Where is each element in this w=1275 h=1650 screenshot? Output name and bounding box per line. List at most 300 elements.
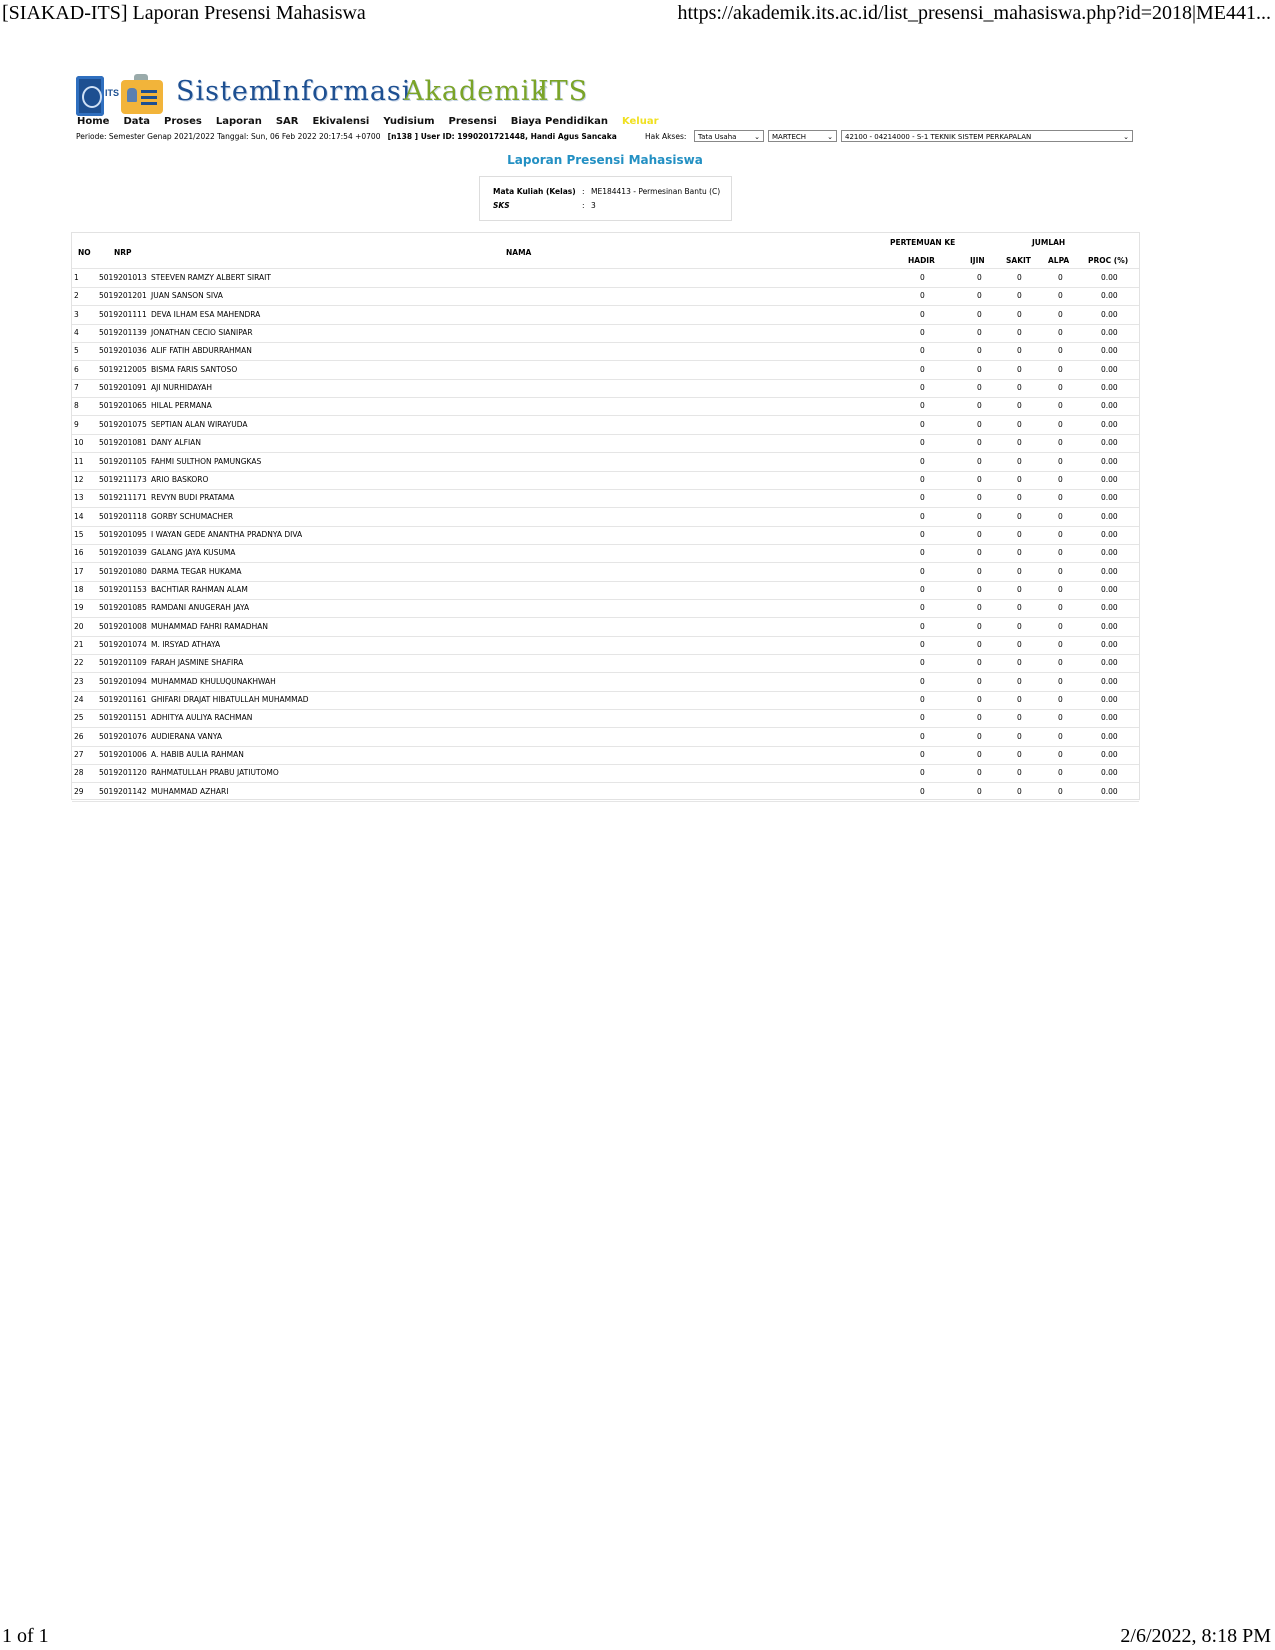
cell-nama: BACHTIAR RAHMAN ALAM — [151, 584, 248, 594]
cell-nrp: 5019201006 — [99, 750, 147, 760]
cell-nrp: 5019212005 — [99, 364, 147, 374]
cell-proc: 0.00 — [1101, 364, 1118, 374]
cell-no: 9 — [74, 419, 79, 429]
cell-alpa: 0 — [1058, 328, 1063, 338]
cell-proc: 0.00 — [1101, 566, 1118, 576]
cell-proc: 0.00 — [1101, 750, 1118, 760]
siakad-logo[interactable] — [76, 74, 616, 118]
cell-alpa: 0 — [1058, 548, 1063, 558]
logo-word-sistem: Sistem — [176, 76, 276, 107]
cell-no: 29 — [74, 786, 84, 796]
cell-hadir: 0 — [920, 474, 925, 484]
table-row — [72, 269, 1139, 287]
cell-alpa: 0 — [1058, 511, 1063, 521]
table-row — [72, 361, 1139, 379]
cell-izin: 0 — [977, 695, 982, 705]
cell-nrp: 5019201013 — [99, 273, 147, 282]
cell-no: 13 — [74, 493, 84, 503]
cell-nrp: 5019201153 — [99, 584, 147, 594]
cell-no: 3 — [74, 309, 79, 319]
cell-proc: 0.00 — [1101, 309, 1118, 319]
cell-alpa: 0 — [1058, 309, 1063, 319]
menu-item-biaya-pendidikan[interactable]: Biaya Pendidikan — [510, 116, 608, 127]
cell-sakit: 0 — [1017, 750, 1022, 760]
logo-word-akademik: Akademik — [404, 76, 548, 107]
cell-no: 16 — [74, 548, 84, 558]
cell-hadir: 0 — [920, 713, 925, 723]
cell-izin: 0 — [977, 548, 982, 558]
cell-sakit: 0 — [1017, 401, 1022, 411]
cell-no: 22 — [74, 658, 84, 668]
cell-nama: BISMA FARIS SANTOSO — [151, 364, 238, 374]
cell-sakit: 0 — [1017, 658, 1022, 668]
print-date: 2/6/2022, 8:18 PM — [1120, 1625, 1271, 1647]
program-value: 42100 - 04214000 - S-1 TEKNIK SISTEM PERKAPALAN — [845, 133, 1032, 141]
cell-proc: 0.00 — [1101, 640, 1118, 649]
unit-select[interactable] — [768, 130, 837, 142]
table-row — [72, 746, 1139, 764]
cell-sakit: 0 — [1017, 511, 1022, 521]
table-row — [72, 764, 1139, 782]
menu-item-data[interactable]: Data — [123, 116, 151, 127]
table-row — [72, 453, 1139, 471]
cell-sakit: 0 — [1017, 713, 1022, 723]
table-row — [72, 324, 1139, 342]
cell-nama: ADHITYA AULIYA RACHMAN — [151, 713, 253, 723]
cell-sakit: 0 — [1017, 529, 1022, 539]
cell-nama: MUHAMMAD KHULUQUNAKHWAH — [151, 676, 276, 686]
cell-sakit: 0 — [1017, 438, 1022, 448]
cell-sakit: 0 — [1017, 273, 1022, 282]
cell-sakit: 0 — [1017, 328, 1022, 338]
menu-item-home[interactable]: Home — [77, 116, 110, 127]
cell-nama: JONATHAN CECIO SIANIPAR — [151, 328, 253, 338]
cell-nama: MUHAMMAD FAHRI RAMADHAN — [151, 621, 268, 631]
cell-proc: 0.00 — [1101, 786, 1118, 796]
cell-izin: 0 — [977, 658, 982, 668]
cell-sakit: 0 — [1017, 309, 1022, 319]
cell-nrp: 5019201085 — [99, 603, 147, 613]
table-row — [72, 654, 1139, 672]
cell-nama: GORBY SCHUMACHER — [151, 511, 234, 521]
header-izin: IJIN — [970, 256, 985, 265]
cell-nama: JUAN SANSON SIVA — [151, 291, 223, 301]
cell-hadir: 0 — [920, 640, 925, 649]
course-value: ME184413 - Permesinan Bantu (C) — [591, 187, 721, 196]
cell-hadir: 0 — [920, 548, 925, 558]
cell-hadir: 0 — [920, 676, 925, 686]
cell-nama: DANY ALFIAN — [151, 438, 201, 448]
id-card-icon — [121, 80, 163, 114]
table-row — [72, 581, 1139, 599]
cell-hadir: 0 — [920, 768, 925, 778]
table-row — [72, 618, 1139, 636]
cell-proc: 0.00 — [1101, 621, 1118, 631]
header-nrp: NRP — [114, 248, 132, 257]
cell-hadir: 0 — [920, 273, 925, 282]
cell-nrp: 5019201095 — [99, 529, 147, 539]
cell-alpa: 0 — [1058, 695, 1063, 705]
cell-nama: DARMA TEGAR HUKAMA — [151, 566, 242, 576]
cell-sakit: 0 — [1017, 603, 1022, 613]
period-info: Periode: Semester Genap 2021/2022 Tanggal: Sun, 06 Feb 2022 20:17:54 +0700 — [76, 132, 381, 141]
cell-sakit: 0 — [1017, 640, 1022, 649]
cell-hadir: 0 — [920, 346, 925, 356]
cell-alpa: 0 — [1058, 291, 1063, 301]
cell-izin: 0 — [977, 383, 982, 393]
cell-no: 17 — [74, 566, 84, 576]
cell-proc: 0.00 — [1101, 383, 1118, 393]
cell-izin: 0 — [977, 273, 982, 282]
cell-hadir: 0 — [920, 658, 925, 668]
cell-nama: A. HABIB AULIA RAHMAN — [151, 750, 244, 760]
cell-nrp: 5019201139 — [99, 328, 147, 338]
cell-no: 18 — [74, 584, 84, 594]
cell-izin: 0 — [977, 676, 982, 686]
cell-nrp: 5019201065 — [99, 401, 147, 411]
cell-izin: 0 — [977, 438, 982, 448]
cell-hadir: 0 — [920, 529, 925, 539]
header-proc: PROC (%) — [1088, 256, 1129, 265]
cell-alpa: 0 — [1058, 640, 1063, 649]
cell-alpa: 0 — [1058, 364, 1063, 374]
cell-nrp: 5019201111 — [99, 309, 147, 319]
cell-nama: FARAH JASMINE SHAFIRA — [151, 658, 244, 668]
menu-item-proses[interactable]: Proses — [164, 116, 202, 127]
table-row — [72, 544, 1139, 562]
menu-item-sar[interactable]: SAR — [275, 116, 299, 127]
cell-nama: SEPTIAN ALAN WIRAYUDA — [151, 419, 248, 429]
cell-hadir: 0 — [920, 328, 925, 338]
cell-sakit: 0 — [1017, 346, 1022, 356]
program-select[interactable] — [841, 130, 1133, 142]
table-row — [72, 526, 1139, 544]
cell-alpa: 0 — [1058, 438, 1063, 448]
cell-izin: 0 — [977, 419, 982, 429]
table-row — [72, 636, 1139, 654]
cell-izin: 0 — [977, 401, 982, 411]
cell-nama: ALIF FATIH ABDURRAHMAN — [151, 346, 252, 356]
cell-alpa: 0 — [1058, 419, 1063, 429]
table-row — [72, 434, 1139, 452]
cell-nama: REVYN BUDI PRATAMA — [151, 493, 235, 503]
menu-item-laporan[interactable]: Laporan — [215, 116, 262, 127]
cell-hadir: 0 — [920, 786, 925, 796]
cell-hadir: 0 — [920, 603, 925, 613]
cell-no: 6 — [74, 364, 79, 374]
cell-sakit: 0 — [1017, 768, 1022, 778]
course-colon: : — [582, 187, 585, 196]
header-pertemuan: PERTEMUAN KE — [890, 238, 956, 247]
table-row — [72, 508, 1139, 526]
cell-hadir: 0 — [920, 511, 925, 521]
cell-nrp: 5019201094 — [99, 676, 147, 686]
table-row — [72, 287, 1139, 305]
cell-izin: 0 — [977, 493, 982, 503]
cell-no: 4 — [74, 328, 79, 338]
header-nama: NAMA — [506, 248, 532, 257]
chevron-down-icon: ⌄ — [1123, 133, 1129, 141]
cell-alpa: 0 — [1058, 713, 1063, 723]
cell-izin: 0 — [977, 364, 982, 374]
cell-proc: 0.00 — [1101, 493, 1118, 503]
logout-link[interactable]: Keluar — [621, 116, 659, 127]
session-info — [76, 132, 617, 141]
cell-izin: 0 — [977, 621, 982, 631]
table-row — [72, 306, 1139, 324]
cell-proc: 0.00 — [1101, 273, 1118, 282]
cell-proc: 0.00 — [1101, 548, 1118, 558]
cell-izin: 0 — [977, 346, 982, 356]
cell-hadir: 0 — [920, 419, 925, 429]
cell-no: 23 — [74, 676, 84, 686]
cell-sakit: 0 — [1017, 676, 1022, 686]
cell-no: 19 — [74, 603, 84, 613]
cell-nama: GHIFARI DRAJAT HIBATULLAH MUHAMMAD — [151, 695, 309, 705]
sks-label: SKS — [493, 201, 510, 210]
cell-alpa: 0 — [1058, 676, 1063, 686]
cell-hadir: 0 — [920, 695, 925, 705]
cell-proc: 0.00 — [1101, 731, 1118, 741]
cell-alpa: 0 — [1058, 273, 1063, 282]
cell-alpa: 0 — [1058, 456, 1063, 466]
cell-hadir: 0 — [920, 438, 925, 448]
cell-alpa: 0 — [1058, 566, 1063, 576]
cell-proc: 0.00 — [1101, 529, 1118, 539]
cell-nrp: 5019201109 — [99, 658, 147, 668]
cell-alpa: 0 — [1058, 383, 1063, 393]
cell-nama: MUHAMMAD AZHARI — [151, 786, 229, 796]
cell-nrp: 5019201074 — [99, 640, 147, 649]
cell-nrp: 5019201076 — [99, 731, 147, 741]
cell-no: 26 — [74, 731, 84, 741]
cell-alpa: 0 — [1058, 584, 1063, 594]
cell-izin: 0 — [977, 456, 982, 466]
cell-izin: 0 — [977, 603, 982, 613]
cell-alpa: 0 — [1058, 401, 1063, 411]
cell-alpa: 0 — [1058, 529, 1063, 539]
cell-proc: 0.00 — [1101, 328, 1118, 338]
cell-izin: 0 — [977, 768, 982, 778]
cell-proc: 0.00 — [1101, 713, 1118, 723]
cell-izin: 0 — [977, 731, 982, 741]
cell-sakit: 0 — [1017, 364, 1022, 374]
cell-hadir: 0 — [920, 566, 925, 576]
cell-sakit: 0 — [1017, 383, 1022, 393]
cell-proc: 0.00 — [1101, 584, 1118, 594]
cell-izin: 0 — [977, 786, 982, 796]
course-label: Mata Kuliah (Kelas) — [493, 187, 576, 196]
menu-item-yudisium[interactable]: Yudisium — [383, 116, 435, 127]
cell-izin: 0 — [977, 309, 982, 319]
sks-colon: : — [582, 201, 585, 210]
cell-no: 20 — [74, 621, 84, 631]
cell-alpa: 0 — [1058, 346, 1063, 356]
chevron-down-icon: ⌄ — [827, 133, 833, 141]
unit-value: MARTECH — [772, 133, 807, 141]
table-row — [72, 379, 1139, 397]
cell-sakit: 0 — [1017, 584, 1022, 594]
access-role-value: Tata Usaha — [698, 133, 737, 141]
cell-proc: 0.00 — [1101, 768, 1118, 778]
cell-no: 28 — [74, 768, 84, 778]
cell-alpa: 0 — [1058, 768, 1063, 778]
cell-sakit: 0 — [1017, 786, 1022, 796]
cell-sakit: 0 — [1017, 566, 1022, 576]
cell-nrp: 5019201036 — [99, 346, 147, 356]
cell-no: 5 — [74, 346, 79, 356]
table-row — [72, 673, 1139, 691]
cell-nrp: 5019201105 — [99, 456, 147, 466]
cell-alpa: 0 — [1058, 786, 1063, 796]
cell-alpa: 0 — [1058, 731, 1063, 741]
cell-nrp: 5019201039 — [99, 548, 147, 558]
cell-nrp: 5019201120 — [99, 768, 147, 778]
cell-proc: 0.00 — [1101, 603, 1118, 613]
cell-no: 1 — [74, 273, 79, 282]
cell-alpa: 0 — [1058, 493, 1063, 503]
logo-word-its: ITS — [538, 76, 589, 107]
cell-izin: 0 — [977, 529, 982, 539]
row-divider — [72, 801, 1139, 802]
cell-proc: 0.00 — [1101, 346, 1118, 356]
table-row — [72, 728, 1139, 746]
cell-nama: AUDIERANA VANYA — [151, 731, 223, 741]
cell-sakit: 0 — [1017, 731, 1022, 741]
cell-nrp: 5019201075 — [99, 419, 147, 429]
table-row — [72, 599, 1139, 617]
cell-nama: I WAYAN GEDE ANANTHA PRADNYA DIVA — [151, 529, 303, 539]
cell-no: 12 — [74, 474, 84, 484]
table-row — [72, 416, 1139, 434]
sks-value: 3 — [591, 201, 596, 210]
cell-izin: 0 — [977, 566, 982, 576]
cell-hadir: 0 — [920, 621, 925, 631]
cell-alpa: 0 — [1058, 603, 1063, 613]
cell-no: 25 — [74, 713, 84, 723]
cell-hadir: 0 — [920, 493, 925, 503]
cell-alpa: 0 — [1058, 658, 1063, 668]
table-row — [72, 783, 1139, 801]
report-title: Laporan Presensi Mahasiswa — [507, 153, 703, 167]
cell-nrp: 5019201080 — [99, 566, 147, 576]
menu-item-presensi[interactable]: Presensi — [448, 116, 497, 127]
cell-hadir: 0 — [920, 364, 925, 374]
cell-sakit: 0 — [1017, 291, 1022, 301]
table-row — [72, 563, 1139, 581]
header-alpa: ALPA — [1048, 256, 1070, 265]
cell-nama: HILAL PERMANA — [151, 401, 212, 411]
cell-hadir: 0 — [920, 401, 925, 411]
user-info: [n138 ] User ID: 1990201721448, Handi Agus Sancaka — [387, 132, 617, 141]
course-info-box — [479, 176, 732, 221]
cell-hadir: 0 — [920, 383, 925, 393]
chevron-down-icon: ⌄ — [754, 133, 760, 141]
cell-nama: ARIO BASKORO — [151, 474, 209, 484]
cell-no: 7 — [74, 383, 79, 393]
cell-nrp: 5019211173 — [99, 474, 147, 484]
cell-hadir: 0 — [920, 309, 925, 319]
cell-no: 10 — [74, 438, 84, 448]
cell-nrp: 5019211171 — [99, 493, 147, 503]
access-label: Hak Akses: — [645, 132, 687, 141]
table-row — [72, 342, 1139, 360]
cell-hadir: 0 — [920, 584, 925, 594]
cell-nama: DEVA ILHAM ESA MAHENDRA — [151, 309, 261, 319]
cell-nrp: 5019201201 — [99, 291, 147, 301]
access-role-select[interactable] — [694, 130, 764, 142]
cell-no: 27 — [74, 750, 84, 760]
logo-mini-text: ITS — [105, 88, 120, 98]
cell-izin: 0 — [977, 713, 982, 723]
cell-proc: 0.00 — [1101, 511, 1118, 521]
cell-hadir: 0 — [920, 456, 925, 466]
cell-izin: 0 — [977, 474, 982, 484]
cell-proc: 0.00 — [1101, 474, 1118, 484]
cell-sakit: 0 — [1017, 456, 1022, 466]
cell-proc: 0.00 — [1101, 291, 1118, 301]
cell-proc: 0.00 — [1101, 438, 1118, 448]
cell-proc: 0.00 — [1101, 695, 1118, 705]
cell-sakit: 0 — [1017, 695, 1022, 705]
cell-nrp: 5019201008 — [99, 621, 147, 631]
table-row — [72, 489, 1139, 507]
cell-alpa: 0 — [1058, 750, 1063, 760]
cell-izin: 0 — [977, 584, 982, 594]
cell-nrp: 5019201081 — [99, 438, 147, 448]
cell-nama: STEEVEN RAMZY ALBERT SIRAIT — [151, 273, 271, 282]
cell-no: 2 — [74, 291, 79, 301]
cell-izin: 0 — [977, 750, 982, 760]
table-row — [72, 397, 1139, 415]
header-no: NO — [78, 248, 91, 257]
cell-sakit: 0 — [1017, 621, 1022, 631]
cell-nama: RAHMATULLAH PRABU JATIUTOMO — [151, 768, 279, 778]
logo-word-informasi: Informasi — [271, 76, 412, 107]
menu-item-ekivalensi[interactable]: Ekivalensi — [312, 116, 370, 127]
cell-nama: GALANG JAYA KUSUMA — [151, 548, 236, 558]
cell-sakit: 0 — [1017, 548, 1022, 558]
cell-nrp: 5019201151 — [99, 713, 147, 723]
cell-proc: 0.00 — [1101, 419, 1118, 429]
cell-nama: RAMDANI ANUGERAH JAYA — [151, 603, 250, 613]
cell-hadir: 0 — [920, 750, 925, 760]
cell-nrp: 5019201161 — [99, 695, 147, 705]
cell-izin: 0 — [977, 328, 982, 338]
cell-izin: 0 — [977, 640, 982, 649]
table-row — [72, 709, 1139, 727]
cell-no: 21 — [74, 640, 84, 649]
cell-sakit: 0 — [1017, 474, 1022, 484]
cell-sakit: 0 — [1017, 493, 1022, 503]
cell-hadir: 0 — [920, 731, 925, 741]
cell-sakit: 0 — [1017, 419, 1022, 429]
cell-proc: 0.00 — [1101, 456, 1118, 466]
cell-nrp: 5019201142 — [99, 786, 147, 796]
cell-no: 15 — [74, 529, 84, 539]
cell-proc: 0.00 — [1101, 401, 1118, 411]
cell-no: 11 — [74, 456, 84, 466]
print-url: https://akademik.its.ac.id/list_presensi_mahasiswa.php?id=2018|ME441... — [677, 2, 1271, 24]
main-menu — [77, 116, 673, 127]
cell-izin: 0 — [977, 291, 982, 301]
cell-nama: M. IRSYAD ATHAYA — [151, 640, 221, 649]
print-page-count: 1 of 1 — [2, 1625, 49, 1647]
header-jumlah: JUMLAH — [1032, 238, 1066, 247]
cell-no: 8 — [74, 401, 79, 411]
cell-nrp: 5019201091 — [99, 383, 147, 393]
cell-hadir: 0 — [920, 291, 925, 301]
